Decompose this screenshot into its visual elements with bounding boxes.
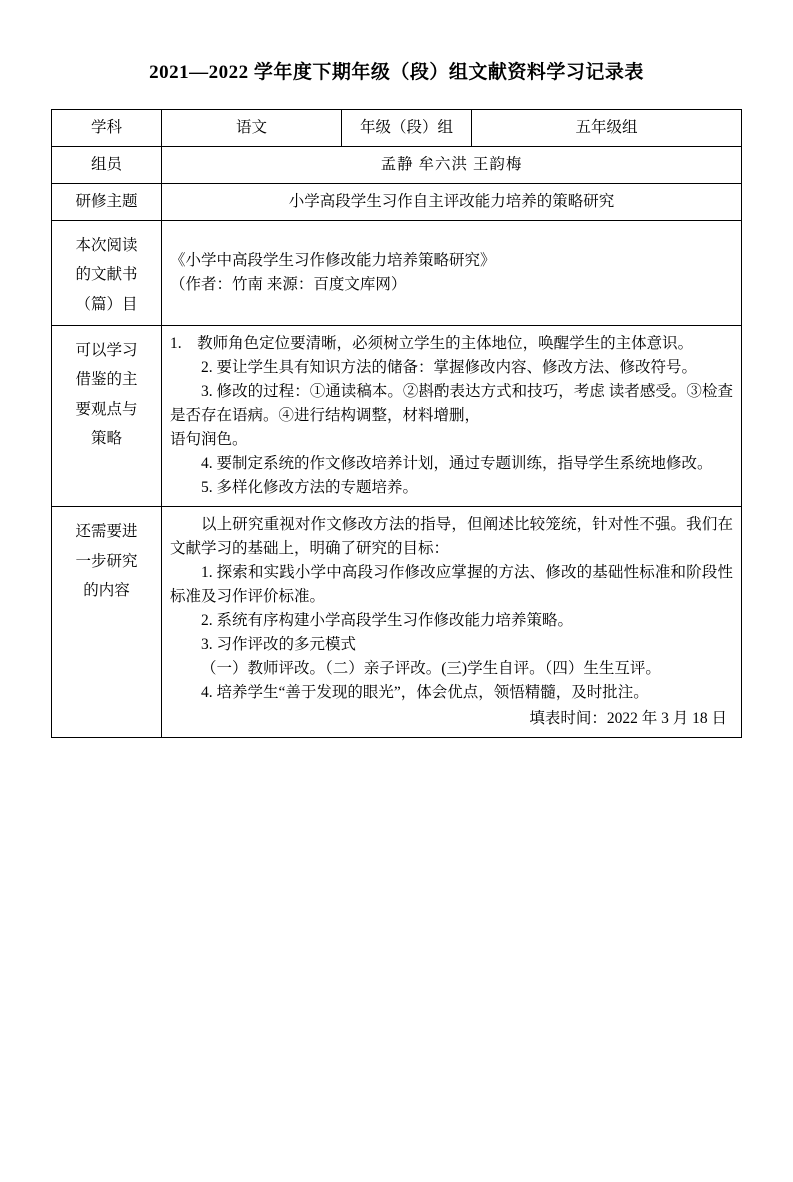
learn-paragraph-5: 4. 要制定系统的作文修改培养计划，通过专题训练，指导学生系统地修改。 — [201, 455, 713, 473]
page-title: 2021—2022 学年度下期年级（段）组文献资料学习记录表 — [149, 62, 644, 83]
further-content — [162, 507, 742, 738]
learn-content — [162, 325, 742, 506]
members-value: 孟静 牟六洪 王韵梅 — [162, 146, 742, 183]
learn-label-line-3: 要观点与 — [75, 400, 138, 418]
record-table — [51, 109, 742, 739]
learn-paragraph-3: 3. 修改的过程：①通读稿本。②斟酌表达方式和技巧，考虑 读者感受。③检查是否存在语病。④进行结构调整，材料增删， — [170, 382, 733, 424]
learn-label-line-2: 借鉴的主 — [75, 371, 138, 389]
table-row — [52, 507, 742, 738]
learn-paragraph-1: 1. 教师角色定位要清晰，必须树立学生的主体地位，唤醒学生的主体意识。 — [170, 334, 694, 352]
table-row — [52, 109, 742, 146]
grade-label: 年级（段）组 — [342, 109, 472, 146]
further-paragraph-1: 以上研究重视对作文修改方法的指导，但阐述比较笼统，针对性不强。我们在文献学习的基础上，明确了研究的目标： — [170, 516, 733, 558]
further-label — [52, 507, 162, 738]
further-label-line-2: 一步研究 — [75, 552, 138, 570]
further-paragraph-4: 3. 习作评改的多元模式 — [201, 636, 357, 654]
table-row — [52, 146, 742, 183]
reading-label-line-1: 本次阅读 — [75, 236, 138, 254]
reading-title: 《小学中高段学生习作修改能力培养策略研究》 — [170, 251, 496, 269]
subject-value: 语文 — [162, 109, 342, 146]
learn-label — [52, 325, 162, 506]
fill-date: 填表时间：2022 年 3 月 18 日 — [529, 710, 727, 728]
further-paragraph-5: （一）教师评改。（二）亲子评改。(三)学生自评。（四）生生互评。 — [201, 660, 661, 678]
members-label: 组员 — [52, 146, 162, 183]
reading-label-line-3: （篇）目 — [75, 295, 138, 313]
table-row — [52, 220, 742, 325]
document-page — [0, 60, 793, 1182]
reading-value — [162, 220, 742, 325]
learn-paragraph-2: 2. 要让学生具有知识方法的储备：掌握修改内容、修改方法、修改符号。 — [201, 358, 698, 376]
learn-paragraph-4: 语句润色。 — [170, 431, 248, 449]
learn-label-line-4: 策略 — [90, 430, 122, 448]
table-row — [52, 183, 742, 220]
table-row — [52, 325, 742, 506]
reading-label — [52, 220, 162, 325]
topic-label: 研修主题 — [52, 183, 162, 220]
topic-value: 小学高段学生习作自主评改能力培养的策略研究 — [162, 183, 742, 220]
further-label-line-3: 的内容 — [83, 581, 130, 599]
further-label-line-1: 还需要进 — [75, 523, 138, 541]
reading-label-line-2: 的文献书 — [75, 266, 138, 284]
further-paragraph-6: 4. 培养学生“善于发现的眼光”，体会优点，领悟精髓，及时批注。 — [201, 684, 649, 702]
further-paragraph-2: 1. 探索和实践小学中高段习作修改应掌握的方法、修改的基础性标准和阶段性标准及习作评价标准。 — [170, 564, 733, 606]
further-paragraph-3: 2. 系统有序构建小学高段学生习作修改能力培养策略。 — [201, 612, 574, 630]
grade-value: 五年级组 — [472, 109, 742, 146]
reading-source: （作者：竹南 来源：百度文库网） — [170, 275, 407, 293]
subject-label: 学科 — [52, 109, 162, 146]
learn-label-line-1: 可以学习 — [75, 341, 138, 359]
learn-paragraph-6: 5. 多样化修改方法的专题培养。 — [201, 479, 419, 497]
